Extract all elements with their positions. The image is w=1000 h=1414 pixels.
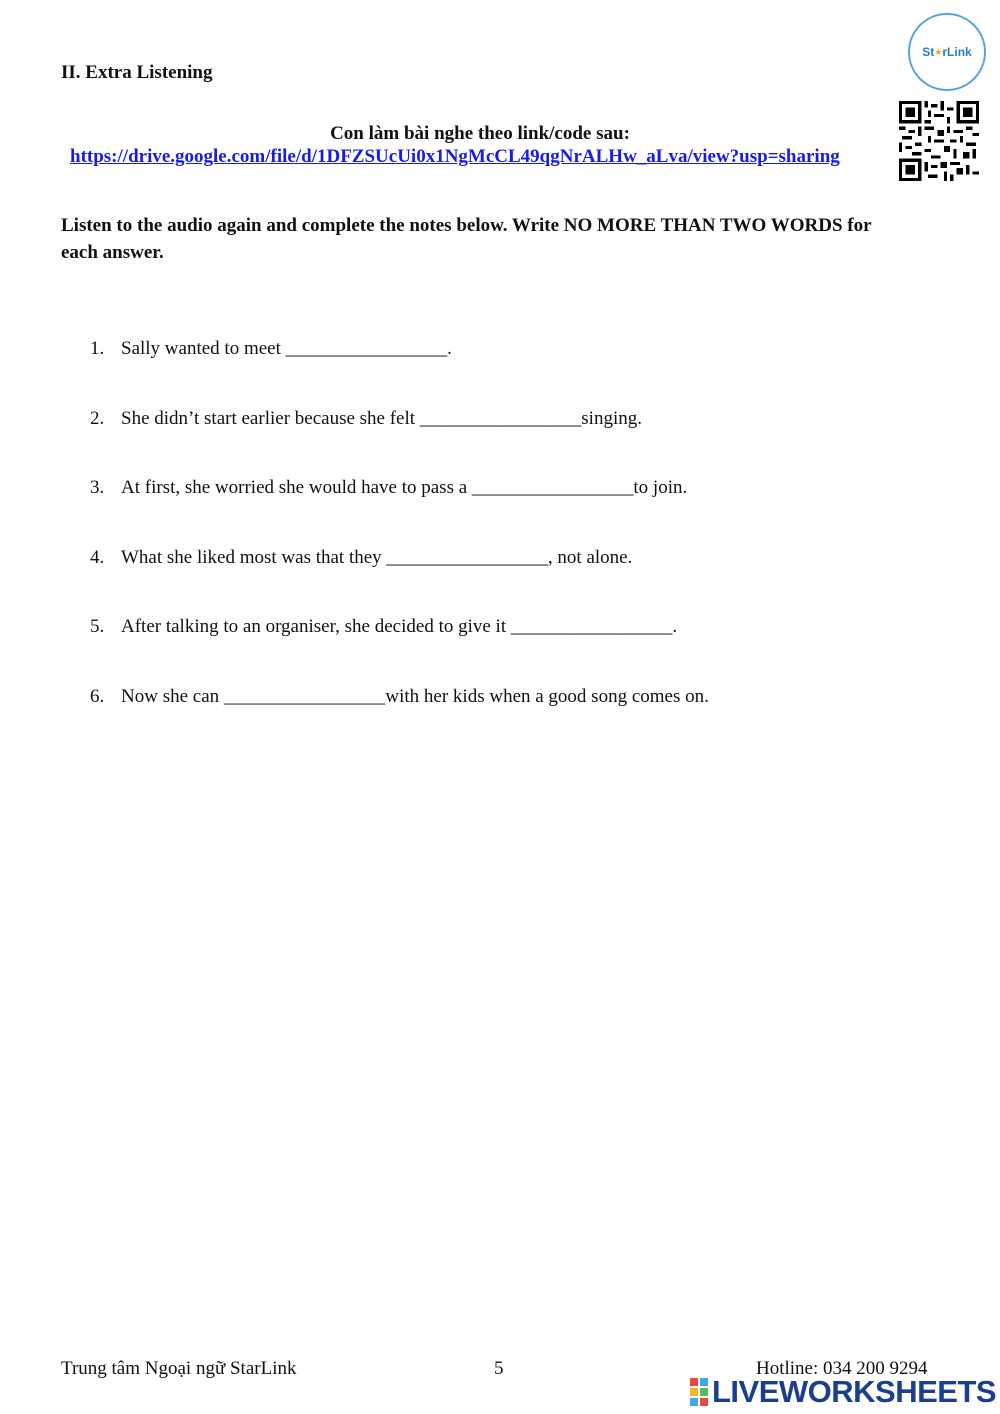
liveworksheets-logo-icon xyxy=(690,1378,708,1406)
task-instructions: Listen to the audio again and complete the notes below. Write NO MORE THAN TWO WORDS for each answer. xyxy=(61,215,872,263)
question-number: 2. xyxy=(90,407,105,429)
logo-text-b: r xyxy=(942,45,948,59)
question-item xyxy=(90,616,709,686)
logo-text-c: Link xyxy=(947,45,972,59)
question-number: 5. xyxy=(90,616,105,637)
section-title: II. Extra Listening xyxy=(61,62,213,83)
question-item xyxy=(90,408,709,478)
question-number: 3. xyxy=(90,477,105,498)
question-text: What she liked most was that they _________________, not alone. xyxy=(121,546,633,568)
audio-link[interactable]: https://drive.google.com/file/d/1DFZSUcUi0x1NgMcCL49qgNrALHw_aLva/view?usp=sharing xyxy=(70,146,840,167)
footer-center-name: Trung tâm Ngoại ngữ StarLink xyxy=(61,1358,297,1379)
question-item xyxy=(90,547,709,617)
page-number: 5 xyxy=(494,1358,504,1379)
question-text: She didn’t start earlier because she felt _________________singing. xyxy=(121,407,642,429)
footer-hotline: Hotline: 034 200 9294 xyxy=(756,1358,928,1379)
question-number: 4. xyxy=(90,546,105,568)
question-list xyxy=(90,338,709,755)
question-number: 1. xyxy=(90,338,105,359)
starlink-logo xyxy=(908,13,986,91)
question-item xyxy=(90,477,709,547)
liveworksheets-watermark xyxy=(690,1374,996,1410)
question-text: Sally wanted to meet _________________. xyxy=(121,338,452,359)
question-number: 6. xyxy=(90,685,105,707)
question-text: After talking to an organiser, she decided to give it _________________. xyxy=(121,616,678,637)
logo-text-a: St xyxy=(922,45,935,59)
question-item xyxy=(90,338,709,408)
logo-star-icon: ★ xyxy=(934,46,943,57)
instructions-title: Con làm bài nghe theo link/code sau: xyxy=(330,123,630,144)
question-text: Now she can _________________with her kids when a good song comes on. xyxy=(121,685,709,707)
question-text: At first, she worried she would have to pass a _________________to join. xyxy=(121,477,688,498)
question-item xyxy=(90,686,709,756)
liveworksheets-text: LIVEWORKSHEETS xyxy=(712,1374,997,1409)
